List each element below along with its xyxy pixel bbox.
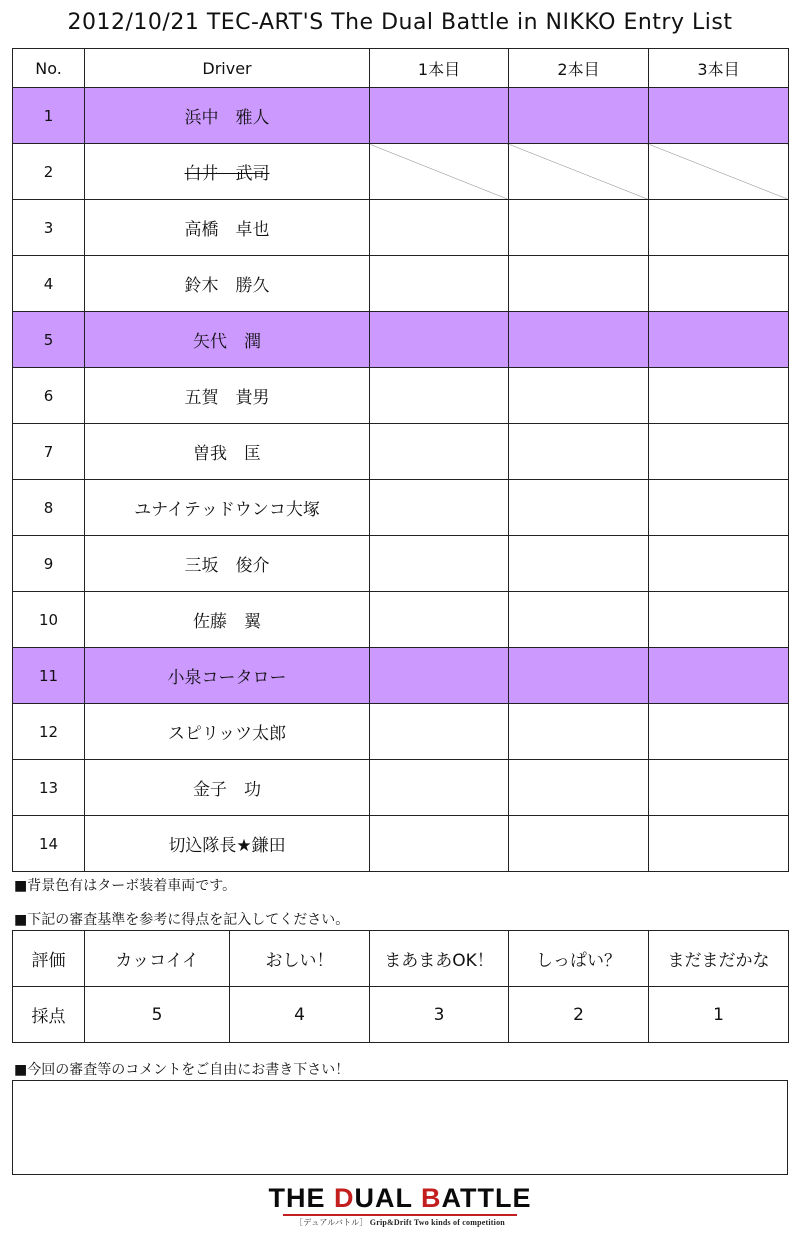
header-run-3: 3本目 bbox=[649, 49, 789, 88]
criteria-points: 2 bbox=[509, 987, 649, 1043]
score-cell-run-2[interactable] bbox=[509, 424, 649, 480]
score-cell-run-1[interactable] bbox=[370, 256, 509, 312]
driver-name: 三坂 俊介 bbox=[85, 536, 370, 592]
header-run-1: 1本目 bbox=[370, 49, 509, 88]
entry-row bbox=[13, 312, 789, 368]
entry-number: 4 bbox=[13, 256, 85, 312]
score-note: ■下記の審査基準を参考に得点を記入してください。 bbox=[14, 912, 350, 928]
driver-name: スピリッツ太郎 bbox=[85, 704, 370, 760]
logo-wordmark bbox=[0, 1183, 800, 1213]
score-cell-run-3[interactable] bbox=[649, 816, 789, 872]
entry-number: 12 bbox=[13, 704, 85, 760]
entry-number: 13 bbox=[13, 760, 85, 816]
score-cell-run-1[interactable] bbox=[370, 592, 509, 648]
criteria-label: まだまだかな bbox=[649, 931, 789, 987]
score-cell-run-1[interactable] bbox=[370, 536, 509, 592]
entry-number: 14 bbox=[13, 816, 85, 872]
driver-name: 切込隊長★鎌田 bbox=[85, 816, 370, 872]
comment-box[interactable] bbox=[12, 1080, 788, 1175]
entry-row bbox=[13, 368, 789, 424]
score-cell-run-1[interactable] bbox=[370, 480, 509, 536]
entry-number: 11 bbox=[13, 648, 85, 704]
score-cell-run-3[interactable] bbox=[649, 648, 789, 704]
score-cell-run-3[interactable] bbox=[649, 592, 789, 648]
eval-label: 評価 bbox=[13, 931, 85, 987]
driver-name: 高橋 卓也 bbox=[85, 200, 370, 256]
score-cell-run-3[interactable] bbox=[649, 88, 789, 144]
entry-number: 2 bbox=[13, 144, 85, 200]
driver-name: 白井 武司 bbox=[85, 144, 370, 200]
driver-name: 金子 功 bbox=[85, 760, 370, 816]
entry-row bbox=[13, 704, 789, 760]
score-cell-run-1[interactable] bbox=[370, 816, 509, 872]
score-cell-run-1[interactable] bbox=[370, 704, 509, 760]
score-cell-run-1[interactable] bbox=[370, 760, 509, 816]
entry-row bbox=[13, 88, 789, 144]
score-cell-run-2[interactable] bbox=[509, 536, 649, 592]
score-cell-run-3[interactable] bbox=[649, 200, 789, 256]
entry-row bbox=[13, 200, 789, 256]
criteria-label: カッコイイ bbox=[85, 931, 230, 987]
driver-name: 鈴木 勝久 bbox=[85, 256, 370, 312]
header-run-2: 2本目 bbox=[509, 49, 649, 88]
score-cell-run-3[interactable] bbox=[649, 536, 789, 592]
driver-name: 五賀 貴男 bbox=[85, 368, 370, 424]
score-cell-run-3[interactable] bbox=[649, 760, 789, 816]
entry-row bbox=[13, 648, 789, 704]
logo-tagline-jp: ［デュアルバトル］ bbox=[295, 1218, 368, 1227]
score-cell-run-1[interactable] bbox=[370, 424, 509, 480]
score-cell-run-1[interactable] bbox=[370, 648, 509, 704]
score-cell-run-1[interactable] bbox=[370, 312, 509, 368]
comment-note: ■今回の審査等のコメントをご自由にお書き下さい！ bbox=[14, 1062, 350, 1078]
eval-row bbox=[13, 931, 789, 987]
score-cell-run-2[interactable] bbox=[509, 760, 649, 816]
score-cell-run-2[interactable] bbox=[509, 200, 649, 256]
score-cell-run-1[interactable] bbox=[370, 144, 509, 200]
score-cell-run-1[interactable] bbox=[370, 88, 509, 144]
points-label: 採点 bbox=[13, 987, 85, 1043]
score-cell-run-2[interactable] bbox=[509, 480, 649, 536]
score-cell-run-2[interactable] bbox=[509, 88, 649, 144]
score-cell-run-3[interactable] bbox=[649, 480, 789, 536]
entry-row bbox=[13, 760, 789, 816]
score-cell-run-2[interactable] bbox=[509, 816, 649, 872]
entry-number: 7 bbox=[13, 424, 85, 480]
criteria-label: しっぱい？ bbox=[509, 931, 649, 987]
criteria-points: 5 bbox=[85, 987, 230, 1043]
logo-tagline bbox=[0, 1217, 800, 1228]
score-cell-run-1[interactable] bbox=[370, 368, 509, 424]
score-cell-run-2[interactable] bbox=[509, 592, 649, 648]
driver-name: 小泉コータロー bbox=[85, 648, 370, 704]
turbo-note: ■背景色有はターボ装着車両です。 bbox=[14, 878, 237, 894]
score-cell-run-2[interactable] bbox=[509, 368, 649, 424]
score-cell-run-2[interactable] bbox=[509, 144, 649, 200]
entry-row bbox=[13, 536, 789, 592]
entry-number: 10 bbox=[13, 592, 85, 648]
logo-d: D bbox=[334, 1183, 355, 1213]
score-cell-run-3[interactable] bbox=[649, 704, 789, 760]
header-driver: Driver bbox=[85, 49, 370, 88]
criteria-points: 3 bbox=[370, 987, 509, 1043]
score-cell-run-2[interactable] bbox=[509, 648, 649, 704]
driver-name: 曽我 匡 bbox=[85, 424, 370, 480]
score-cell-run-3[interactable] bbox=[649, 368, 789, 424]
score-table bbox=[12, 930, 789, 1043]
logo-attle: ATTLE bbox=[441, 1183, 532, 1213]
criteria-label: まあまあOK！ bbox=[370, 931, 509, 987]
dual-battle-logo bbox=[0, 1183, 800, 1228]
entry-number: 9 bbox=[13, 536, 85, 592]
points-row bbox=[13, 987, 789, 1043]
score-cell-run-1[interactable] bbox=[370, 200, 509, 256]
score-cell-run-3[interactable] bbox=[649, 144, 789, 200]
entry-row bbox=[13, 256, 789, 312]
score-cell-run-2[interactable] bbox=[509, 704, 649, 760]
entry-number: 6 bbox=[13, 368, 85, 424]
logo-b: B bbox=[421, 1183, 442, 1213]
entry-row bbox=[13, 480, 789, 536]
driver-name: 矢代 潤 bbox=[85, 312, 370, 368]
score-cell-run-2[interactable] bbox=[509, 312, 649, 368]
entry-row bbox=[13, 144, 789, 200]
driver-name: 浜中 雅人 bbox=[85, 88, 370, 144]
entry-number: 5 bbox=[13, 312, 85, 368]
entry-table bbox=[12, 48, 789, 872]
logo-ual: UAL bbox=[354, 1183, 422, 1213]
criteria-points: 1 bbox=[649, 987, 789, 1043]
entry-number: 8 bbox=[13, 480, 85, 536]
score-cell-run-3[interactable] bbox=[649, 424, 789, 480]
driver-name: 佐藤 翼 bbox=[85, 592, 370, 648]
entry-row bbox=[13, 816, 789, 872]
entry-number: 1 bbox=[13, 88, 85, 144]
entry-row bbox=[13, 592, 789, 648]
logo-rule bbox=[283, 1214, 517, 1216]
score-cell-run-3[interactable] bbox=[649, 256, 789, 312]
entry-header-row bbox=[13, 49, 789, 88]
logo-tagline-en: Grip&Drift Two kinds of competition bbox=[369, 1218, 505, 1227]
score-cell-run-2[interactable] bbox=[509, 256, 649, 312]
driver-name: ユナイテッドウンコ大塚 bbox=[85, 480, 370, 536]
page-title: 2012/10/21 TEC-ART'S The Dual Battle in NIKKO Entry List bbox=[67, 10, 733, 35]
header-no: No. bbox=[13, 49, 85, 88]
entry-row bbox=[13, 424, 789, 480]
criteria-label: おしい！ bbox=[230, 931, 370, 987]
entry-number: 3 bbox=[13, 200, 85, 256]
score-cell-run-3[interactable] bbox=[649, 312, 789, 368]
logo-the: THE bbox=[268, 1183, 334, 1213]
criteria-points: 4 bbox=[230, 987, 370, 1043]
